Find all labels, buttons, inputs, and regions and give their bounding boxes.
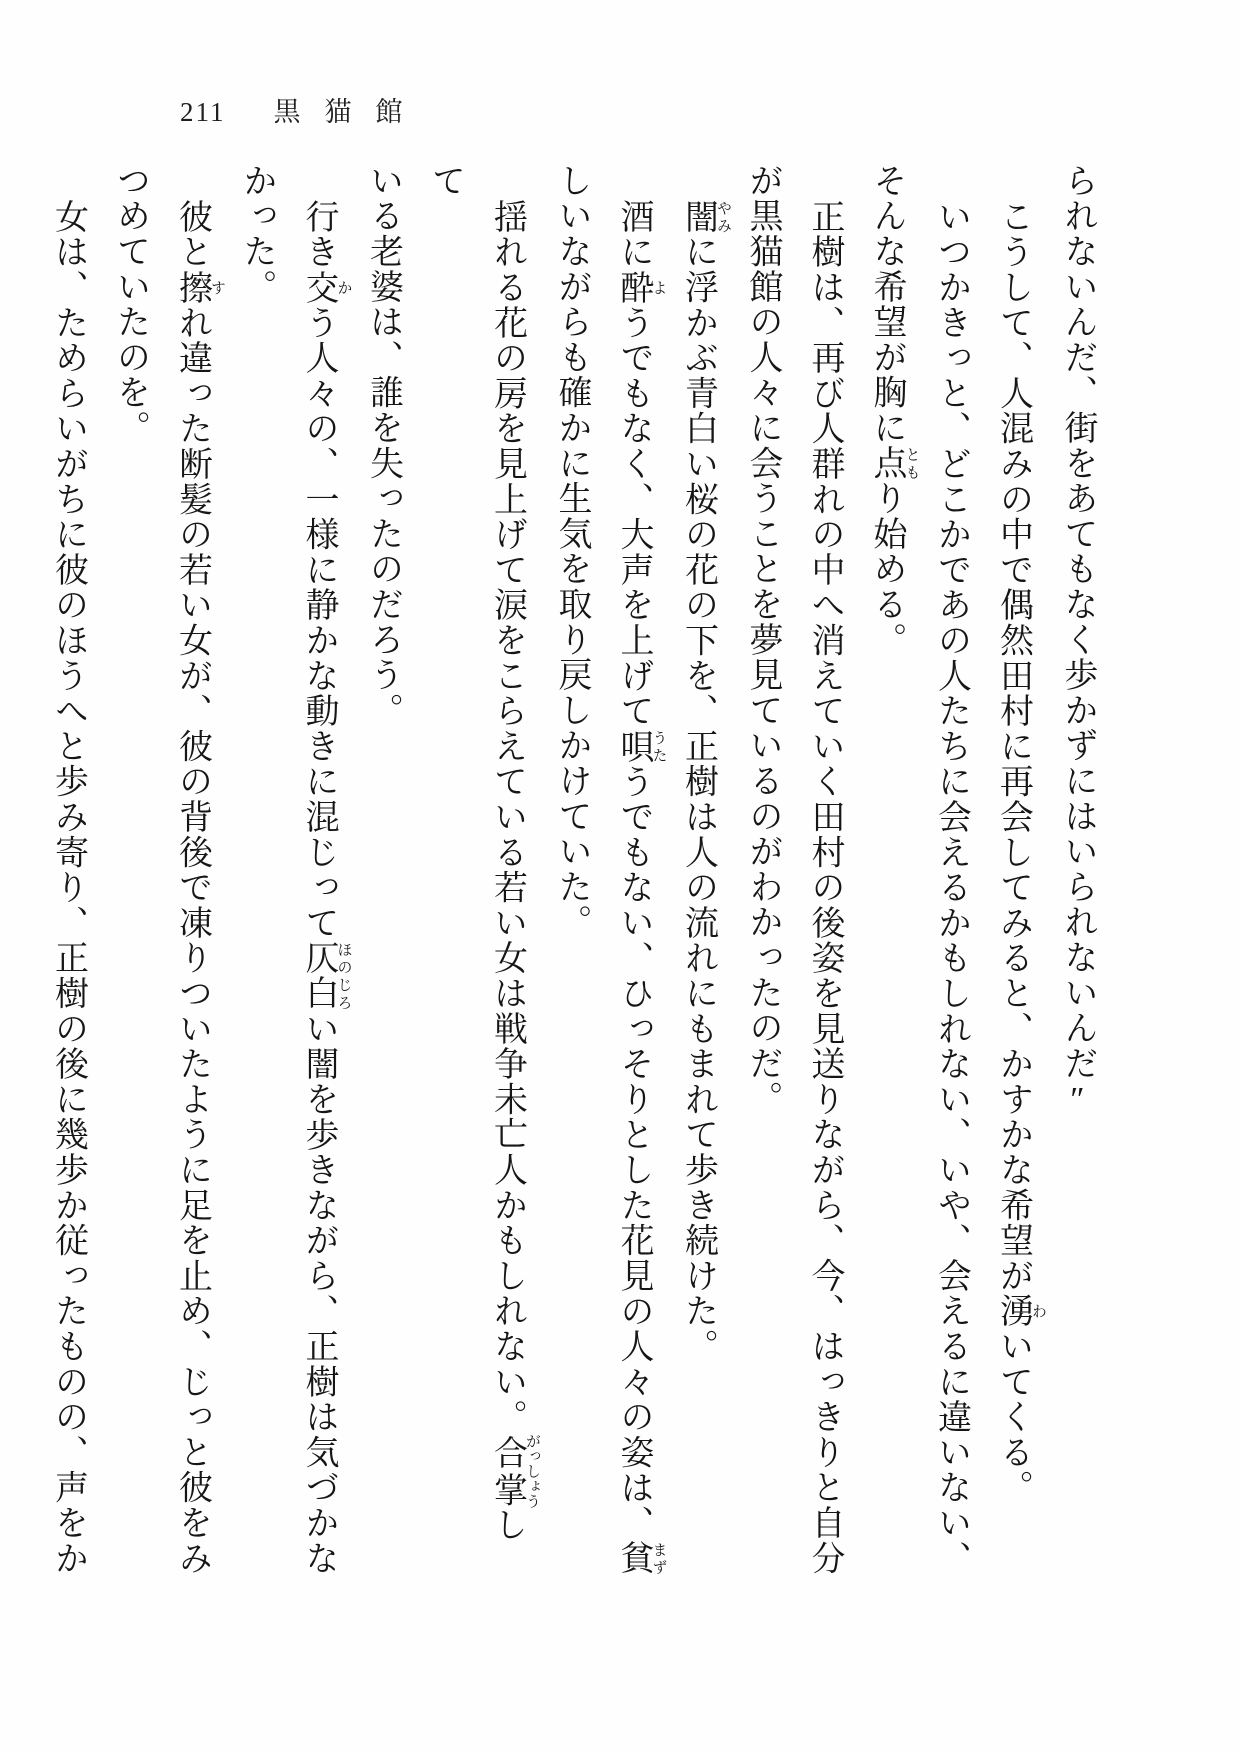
- ruby-annotated-word: 唄うた: [615, 728, 667, 764]
- ruby-annotated-word: 酔よ: [615, 269, 667, 305]
- text-line: いる老婆は、誰を失ったのだろう。: [364, 163, 402, 728]
- text-body: [37, 163, 1109, 1577]
- text-line: 揺れる花の房を見上げて涙をこらえている若い女は戦争未亡人かもしれない。合掌がっしょうして: [426, 163, 540, 1543]
- text-line: しいながらも確かに生気を取り戻しかけていた。: [553, 163, 590, 940]
- text-line: 闇やみに浮かぶ青白い桜の花の下を、正樹は人の流れにもまれて歩き続けた。: [679, 199, 731, 1364]
- text-line: 酒に酔ようでもなく、大声を上げて唄うたうでもない、ひっそりとした花見の人々の姿は、貧まず: [615, 199, 667, 1576]
- page-header: [180, 96, 427, 128]
- text-line: られないんだ、街をあてもなく歩かずにはいられないんだ″: [1059, 163, 1096, 1120]
- text-line: 行き交かう人々の、一様に静かな動きに混じって仄白ほのじろい闇を歩きながら、正樹は気づかな: [300, 199, 352, 1576]
- ruby-annotated-word: 湧わ: [994, 1293, 1046, 1329]
- text-line: こうして、人混みの中で偶然田村に再会してみると、かすかな希望が湧わいてくる。: [994, 199, 1046, 1506]
- ruby-annotated-word: 闇やみ: [679, 199, 731, 235]
- text-line: が黒猫館の人々に会うことを夢見ているのがわかったのだ。: [744, 163, 781, 1117]
- ruby-annotated-word: 擦す: [173, 269, 225, 305]
- text-line: 女は、ためらいがちに彼のほうへと歩み寄り、正樹の後に幾歩か従ったものの、声をか: [49, 199, 87, 1576]
- page-number: 211: [180, 97, 226, 127]
- ruby-annotated-word: 点とも: [868, 445, 920, 481]
- ruby-annotated-word: 合掌がっしょう: [488, 1433, 540, 1509]
- text-line: 正樹は、再び人群れの中へ消えていく田村の後姿を見送りながら、今、はっきりと自分: [806, 199, 843, 1576]
- text-line: つめていたのを。: [111, 163, 149, 446]
- running-title: 黒猫館: [273, 97, 427, 127]
- text-line: かった。: [238, 163, 275, 305]
- text-line: そんな希望が胸に点ともり始める。: [868, 163, 920, 658]
- ruby-annotated-word: 交か: [300, 269, 352, 305]
- text-line: いつかきっと、どこかであの人たちに会えるかもしれない、いや、会えるに違いない、: [932, 199, 970, 1576]
- ruby-annotated-word: 貧まず: [615, 1540, 667, 1576]
- text-line: 彼と擦すれ違った断髪の若い女が、彼の背後で凍りついたように足を止め、じっと彼をみ: [173, 199, 225, 1576]
- ruby-annotated-word: 仄白ほのじろ: [300, 940, 352, 1011]
